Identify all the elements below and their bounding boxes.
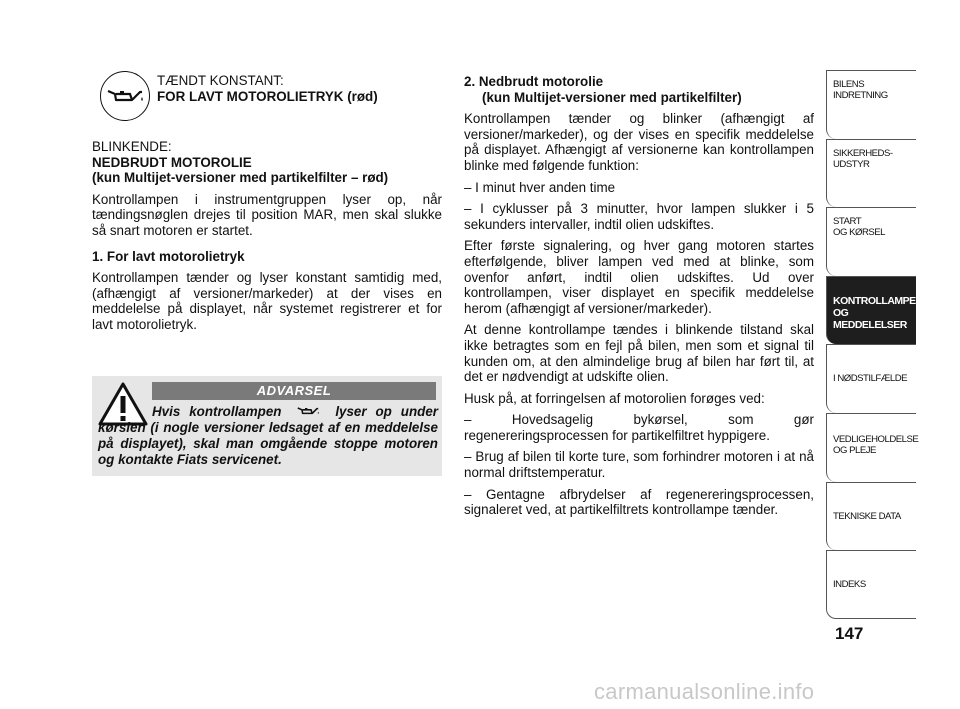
heading-line: 2. Nedbrudt motorolie <box>464 74 604 89</box>
tab-start-og-korsel[interactable]: START OG KØRSEL <box>826 207 916 276</box>
section-heading: 1. For lavt motorolietryk <box>92 248 245 264</box>
warning-text <box>98 404 438 468</box>
paragraph: Efter første signalering, og hver gang motoren startes efterfølgende, bliver lampen ved med at blinke, som ovenfor anført, indtil olien udskiftes. Ud over kontrollampen, viser displayet en specifik meddelelse herom (afhængigt af versioner/markeder). <box>464 238 814 316</box>
left-column <box>92 70 442 333</box>
paragraph: Kontrollampen tænder og lyser konstant samtidig med, (afhængigt af versioner/markeder) at der vises en meddelelse på displayet, når systemet registrerer et for lavt motorolietryk. <box>92 270 442 332</box>
tab-sikkerhedsudstyr[interactable]: SIKKERHEDS- UDSTYR <box>826 139 916 208</box>
lamp-row <box>92 70 442 126</box>
paragraph: Kontrollampen i instrumentgruppen lyser op, når tændingsnøglen drejes til position MAR, men skal slukke så snart motoren er startet. <box>92 191 442 238</box>
lamp-state-label: TÆNDT KONSTANT: <box>157 73 284 88</box>
page-number: 147 <box>835 624 864 643</box>
warning-title: ADVARSEL <box>152 382 436 400</box>
paragraph: Husk på, at forringelsen af motorolien forøges ved: <box>464 390 765 406</box>
paragraph: – I cyklusser på 3 minutter, hvor lampen slukker i 5 sekunders intervaller, indtil olien udskiftes. <box>464 201 814 232</box>
tab-tekniske-data[interactable]: TEKNISKE DATA <box>826 482 916 551</box>
warning-text-start: Hvis kontrollampen <box>152 404 282 419</box>
section-heading <box>464 74 814 105</box>
watermark: carmanualsonline.info <box>594 679 815 704</box>
heading-line: (kun Multijet-versioner med partikelfilter) <box>482 89 742 105</box>
paragraph: Kontrollampen tænder og blinker (afhængigt af versioner/markeder), og der vises en specifik meddelelse på displayet. Afhængigt af versionerne kan kontrollampen blinke med følgende funktion: <box>464 111 814 173</box>
paragraph: – I minut hver anden time <box>464 179 616 195</box>
right-column <box>464 74 814 518</box>
blink-section <box>92 139 442 186</box>
tab-nodstilfaelde[interactable]: I NØDSTILFÆLDE <box>826 344 916 413</box>
paragraph: – Brug af bilen til korte ture, som forhindrer motoren i at nå normal driftstemperatur. <box>464 449 814 481</box>
tab-bilens-indretning[interactable]: BILENS INDRETNING <box>826 70 916 139</box>
lamp-meaning: FOR LAVT MOTOROLIETRYK (rød) <box>157 88 378 104</box>
paragraph: – Hovedsagelig bykørsel, som gør regenereringsprocessen for partikelfiltret hyppigere. <box>464 412 814 443</box>
paragraph: – Gentagne afbrydelser af regenereringsprocessen, signaleret ved, at partikelfiltrets kontrollampe tænder. <box>464 486 814 518</box>
lamp-description <box>157 73 378 104</box>
blink-label: BLINKENDE: <box>92 139 172 154</box>
oil-can-icon <box>100 71 150 121</box>
blink-title: NEDBRUDT MOTOROLIE <box>92 154 252 170</box>
tab-vedligeholdelse[interactable]: VEDLIGEHOLDELSE OG PLEJE <box>826 413 916 482</box>
paragraph: At denne kontrollampe tændes i blinkende tilstand skal ikke betragtes som en fejl på bilen, men som et signal til kunden om, at den almindelige brug af bilen har ført til, at det er nødvendigt at udskifte olien. <box>464 322 814 385</box>
tab-indeks[interactable]: INDEKS <box>826 550 916 619</box>
tab-kontrollamper[interactable]: KONTROLLAMPER OG MEDDELELSER <box>826 276 916 345</box>
warning-box <box>92 376 442 476</box>
blink-subtitle: (kun Multijet-versioner med partikelfilter – rød) <box>92 170 389 186</box>
warning-text-end: lyser op under kørslen (i nogle versioner ledsaget af en meddelelse på displayet), skal man omgående stoppe motoren og kontakte Fiats servicenet. <box>98 404 438 467</box>
chapter-tabs <box>826 70 923 619</box>
oil-can-icon <box>293 405 323 417</box>
